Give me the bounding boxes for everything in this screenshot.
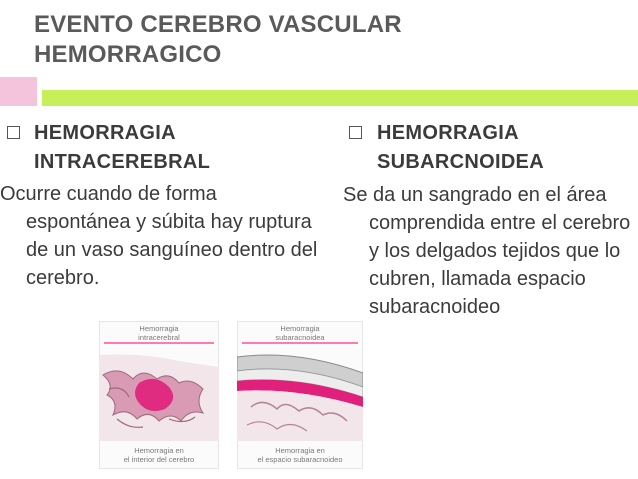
figure-divider	[104, 342, 214, 344]
intracerebral-hemorrhage-illustration	[99, 321, 219, 469]
meninges-section-drawing	[237, 349, 363, 441]
right-column	[343, 119, 638, 321]
figure-label-top: Hemorragia intracerebral	[138, 324, 180, 342]
right-body-text: Se da un sangrado en el área comprendida entre el cerebro y los delgados tejidos que lo cubren, llamada espacio subaracnoideo	[343, 184, 631, 318]
figure-label-bottom: Hemorragia en el espacio subaracnoideo	[257, 446, 343, 464]
left-heading-line-2: INTRACEREBRAL	[34, 151, 211, 173]
accent-bar-pink	[0, 77, 37, 106]
figure-label-bottom: Hemorragia en el interior del cerebro	[123, 446, 195, 464]
left-heading-line-1: HEMORRAGIA	[34, 122, 176, 144]
slide-title	[34, 10, 594, 70]
left-column	[0, 119, 320, 292]
brain-section-drawing	[99, 349, 219, 441]
accent-bar-green	[42, 90, 638, 106]
left-body-text: Ocurre cuando de forma espontánea y súbita hay ruptura de un vaso sanguíneo dentro del cerebro.	[0, 183, 318, 289]
left-heading	[0, 119, 320, 177]
right-heading-line-1: HEMORRAGIA	[377, 122, 519, 144]
figure-label-top: Hemorragia subaracnoidea	[275, 324, 325, 342]
title-line-1: EVENTO CEREBRO VASCULAR	[34, 11, 402, 38]
figure-divider	[242, 342, 358, 344]
subarachnoid-hemorrhage-illustration	[237, 321, 363, 469]
square-bullet-icon	[7, 126, 20, 139]
title-line-2: HEMORRAGICO	[34, 41, 222, 68]
right-heading-line-2: SUBARCNOIDEA	[377, 151, 544, 173]
right-heading	[343, 119, 638, 177]
square-bullet-icon	[349, 126, 362, 139]
